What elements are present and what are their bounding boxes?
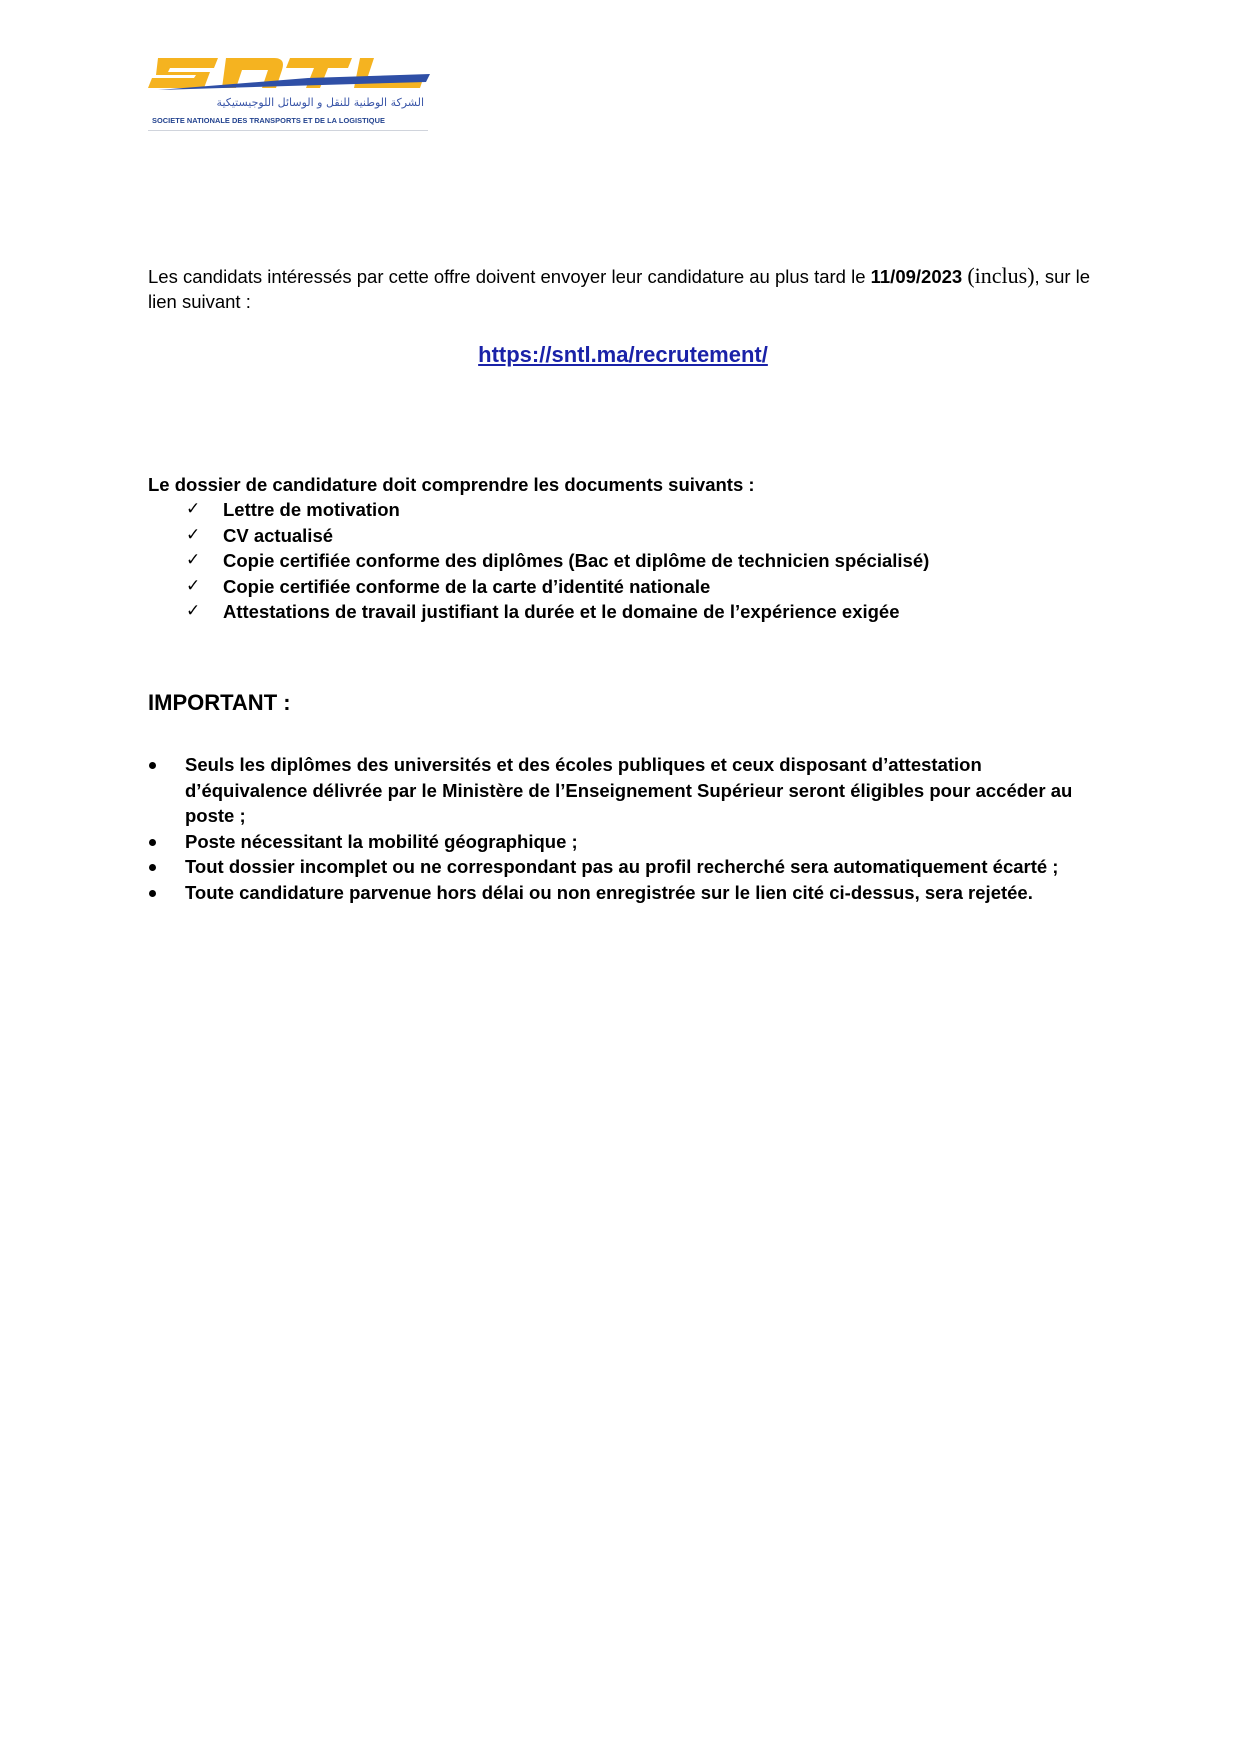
sntl-logo-mark bbox=[148, 48, 430, 96]
checkmark-icon: ✓ bbox=[186, 524, 201, 545]
list-item: Toute candidature parvenue hors délai ou non enregistrée sur le lien cité ci-dessus, sera rejetée. bbox=[148, 880, 1098, 906]
bullet-icon bbox=[149, 890, 156, 897]
bullet-icon bbox=[149, 839, 156, 846]
list-item: Seuls les diplômes des universités et des écoles publiques et ceux disposant d’attestation d’équivalence délivrée par le Ministère de l’Enseignement Supérieur seront éligibles pour accéder au poste ; bbox=[148, 752, 1098, 829]
important-heading: IMPORTANT : bbox=[148, 690, 291, 715]
checkmark-icon: ✓ bbox=[186, 575, 201, 596]
list-item: ✓ Attestations de travail justifiant la durée et le domaine de l’expérience exigée bbox=[186, 599, 929, 625]
intro-text: Les candidats intéressés par cette offre doivent envoyer leur candidature au plus tard le bbox=[148, 266, 871, 287]
documents-title: Le dossier de candidature doit comprendre les documents suivants : bbox=[148, 474, 755, 495]
checkmark-icon: ✓ bbox=[186, 499, 201, 519]
recruitment-link-row bbox=[148, 342, 1098, 368]
list-item: Tout dossier incomplet ou ne correspondant pas au profil recherché sera automatiquement écarté ; bbox=[148, 854, 1098, 880]
inclus-note: (inclus) bbox=[967, 263, 1035, 288]
list-item: ✓ CV actualisé bbox=[186, 523, 929, 549]
company-logo bbox=[148, 48, 430, 134]
checkmark-icon: ✓ bbox=[186, 550, 201, 570]
important-list bbox=[148, 752, 1098, 905]
logo-arabic-name: الشركة الوطنية للنقل و الوسائل اللوجيستيكية bbox=[216, 96, 424, 109]
list-item: ✓ Copie certifiée conforme des diplômes (Bac et diplôme de technicien spécialisé) bbox=[186, 548, 929, 574]
logo-french-name: SOCIETE NATIONALE DES TRANSPORTS ET DE LA LOGISTIQUE bbox=[152, 116, 385, 125]
list-item: ✓ Lettre de motivation bbox=[186, 497, 929, 523]
bullet-icon bbox=[149, 864, 156, 871]
checkmark-icon: ✓ bbox=[186, 601, 201, 621]
logo-divider bbox=[148, 130, 428, 131]
list-item: Poste nécessitant la mobilité géographique ; bbox=[148, 829, 1098, 855]
intro-paragraph bbox=[148, 263, 1098, 314]
recruitment-link[interactable]: https://sntl.ma/recrutement/ bbox=[478, 342, 768, 367]
bullet-icon bbox=[149, 762, 156, 769]
intro-text-end: , sur le lien suivant : bbox=[148, 266, 1091, 312]
documents-list bbox=[186, 497, 929, 625]
list-item: ✓ Copie certifiée conforme de la carte d’identité nationale bbox=[186, 574, 929, 600]
deadline-date: 11/09/2023 bbox=[870, 266, 963, 287]
